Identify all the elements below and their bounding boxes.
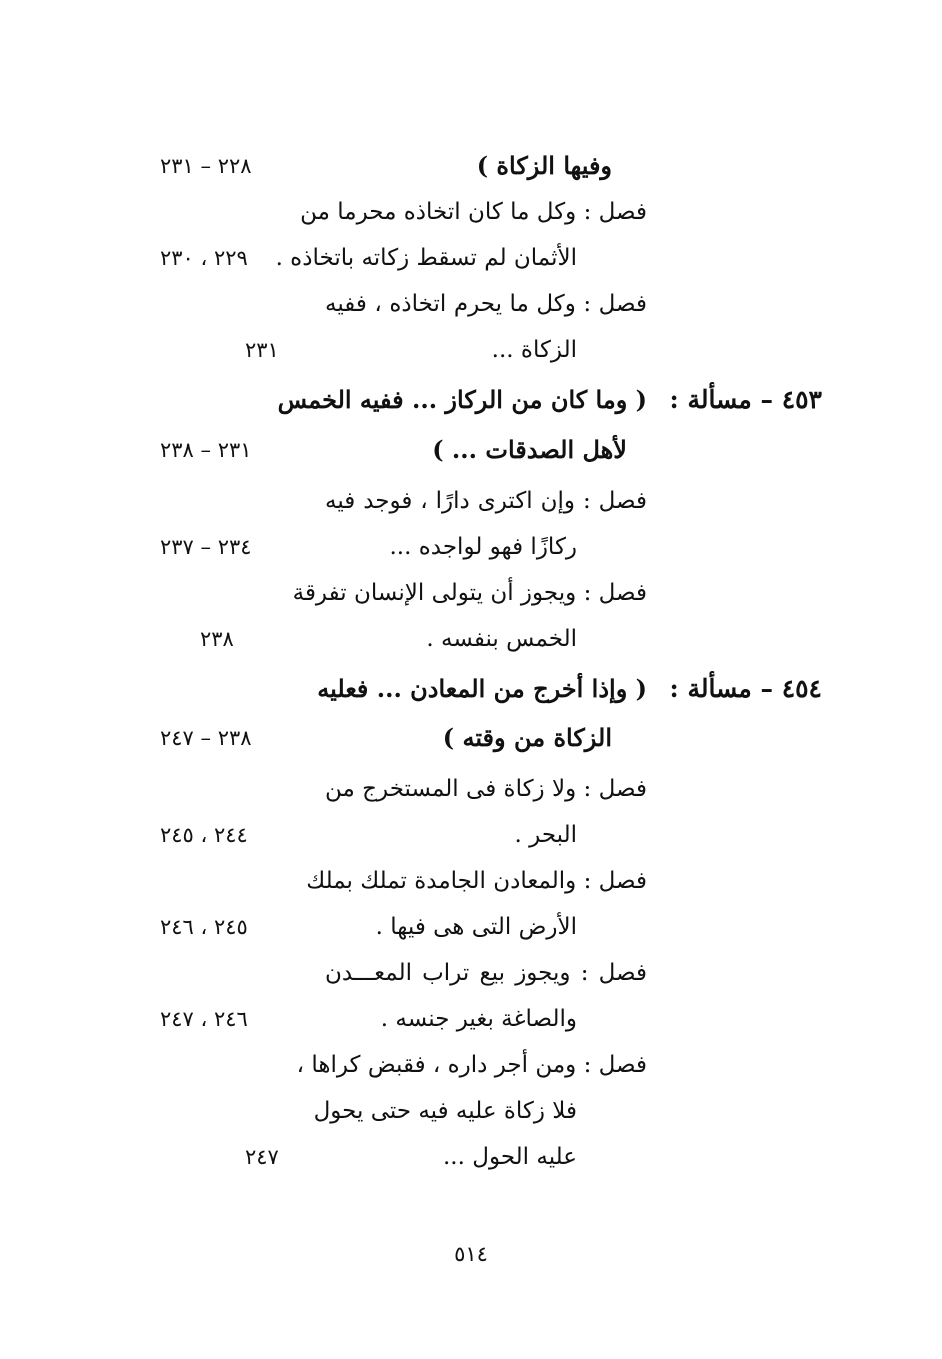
index-line (0, 1088, 942, 1134)
page-reference: ٢٤٤ ، ٢٤٥ (160, 823, 248, 847)
page-reference: ٢٢٩ ، ٢٣٠ (160, 246, 248, 270)
entry-text: والصاغة بغير جنسه . (380, 1006, 577, 1032)
index-line (0, 715, 942, 761)
index-line (0, 904, 942, 950)
page-reference: ٢٣٨ – ٢٤٧ (160, 726, 252, 750)
index-line (0, 327, 942, 373)
entry-text: وفيها الزكاة ) (476, 151, 612, 180)
index-line (0, 524, 942, 570)
index-line (0, 766, 942, 812)
page-reference: ٢٣١ – ٢٣٨ (160, 438, 252, 462)
index-line (0, 666, 942, 712)
index-line (0, 996, 942, 1042)
index-line (0, 478, 942, 524)
entry-text: الزكاة من وقته ) (442, 723, 612, 752)
index-line (0, 189, 942, 235)
entry-text: عليه الحول ... (442, 1144, 577, 1170)
issue-label: ٤٥٣ – مسألة : (669, 385, 822, 414)
entry-text: فصل : وكل ما يحرم اتخاذه ، ففيه (325, 291, 647, 317)
entry-text: الزكاة ... (491, 337, 577, 363)
index-line (0, 1042, 942, 1088)
index-line (0, 858, 942, 904)
page-reference: ٢٤٦ ، ٢٤٧ (160, 1007, 248, 1031)
index-line (0, 570, 942, 616)
page-reference: ٢٣٤ – ٢٣٧ (160, 535, 252, 559)
entry-text: الأرض التى هى فيها . (375, 914, 577, 940)
entry-text: فلا زكاة عليه فيه حتى يحول (313, 1098, 577, 1124)
page-reference: ٢٣٨ (200, 627, 234, 651)
index-line (0, 281, 942, 327)
entry-text: فصل : والمعادن الجامدة تملك بملك (306, 868, 647, 894)
index-line (0, 812, 942, 858)
page-number: ٥١٤ (454, 1242, 488, 1266)
entry-text: ( وإذا أخرج من المعادن ... فعليه (317, 674, 647, 703)
entry-text: الخمس بنفسه . (426, 626, 577, 652)
entry-text: فصل : وكل ما كان اتخاذه محرما من (300, 199, 647, 225)
entry-text: ركازًا فهو لواجده ... (389, 534, 577, 560)
page-reference: ٢٤٥ ، ٢٤٦ (160, 915, 248, 939)
entry-text: فصل : ويجوز أن يتولى الإنسان تفرقة (292, 580, 647, 606)
entry-text: فصل : ويجوز بيع تراب المعـــدن (325, 960, 647, 986)
entry-text: ( وما كان من الركاز ... ففيه الخمس (277, 385, 647, 414)
entry-text: فصل : وإن اكترى دارًا ، فوجد فيه (325, 488, 647, 514)
entry-text: الأثمان لم تسقط زكاته باتخاذه . (275, 245, 577, 271)
issue-label: ٤٥٤ – مسألة : (669, 674, 822, 703)
index-line (0, 950, 942, 996)
index-line (0, 377, 942, 423)
entry-text: البحر . (514, 822, 577, 848)
index-line (0, 235, 942, 281)
page-reference: ٢٤٧ (245, 1145, 279, 1169)
entry-text: فصل : ومن أجر داره ، فقبض كراها ، (296, 1052, 647, 1078)
entry-text: لأهل الصدقات ... ) (432, 435, 627, 464)
entry-text: فصل : ولا زكاة فى المستخرج من (325, 776, 647, 802)
page-reference: ٢٢٨ – ٢٣١ (160, 154, 252, 178)
page-reference: ٢٣١ (245, 338, 279, 362)
index-line (0, 1134, 942, 1180)
index-line (0, 616, 942, 662)
index-line (0, 143, 942, 189)
index-line (0, 427, 942, 473)
